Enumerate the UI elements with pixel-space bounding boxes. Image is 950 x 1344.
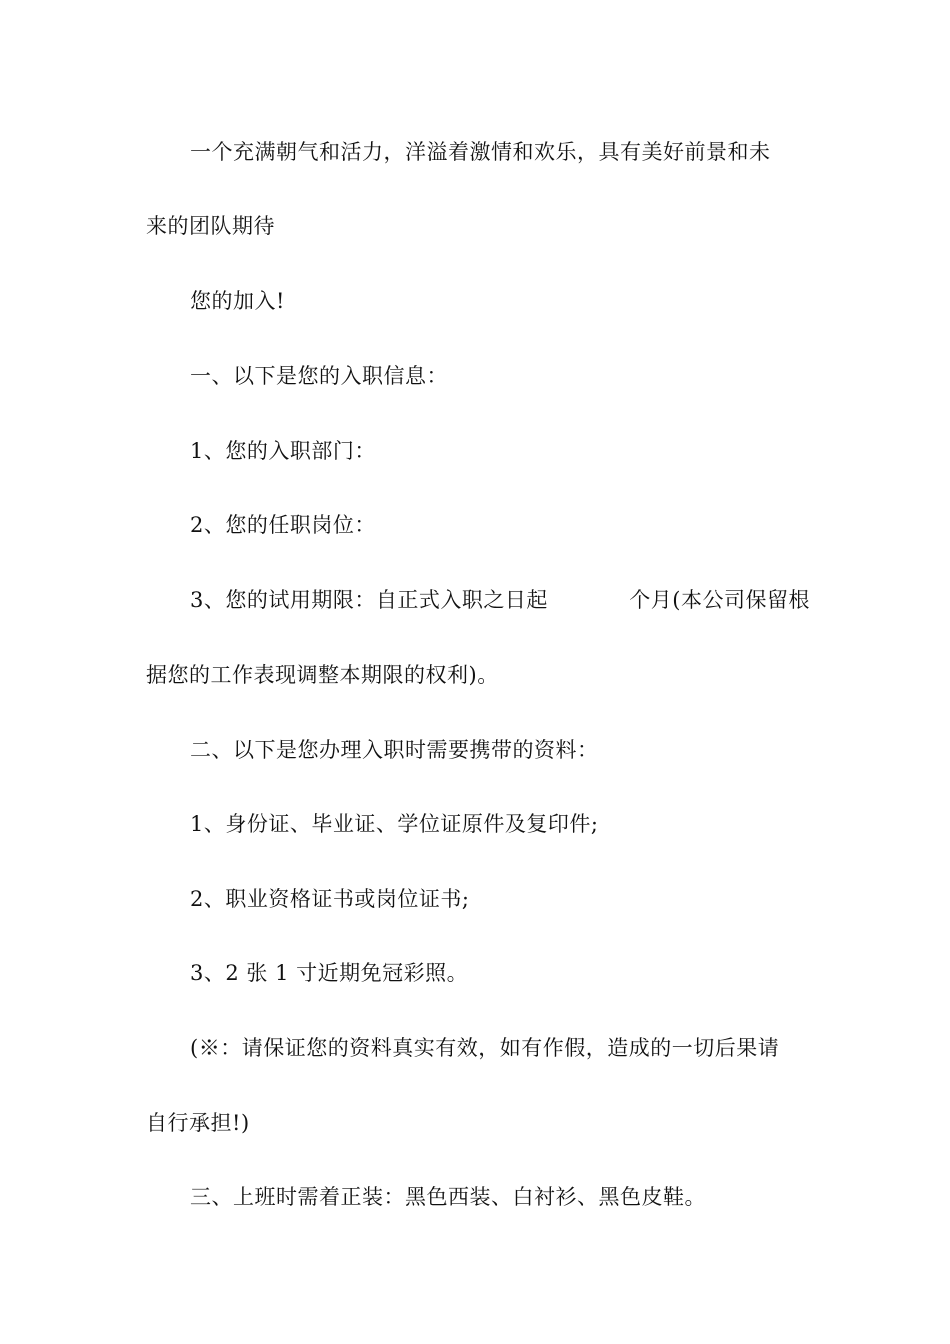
paragraph-line: 您的加入! <box>190 289 285 313</box>
probation-text-end: 个月(本公司保留根 <box>629 588 810 612</box>
paragraph-line: 来的团队期待 <box>146 214 275 238</box>
section-heading: 二、以下是您办理入职时需要携带的资料： <box>190 738 599 762</box>
note-line: 自行承担!) <box>146 1111 250 1135</box>
section-heading: 一、以下是您的入职信息： <box>190 364 448 388</box>
list-item: 1、您的入职部门： <box>190 439 376 463</box>
paragraph-line: 一个充满朝气和活力，洋溢着激情和欢乐，具有美好前景和未 <box>190 140 771 164</box>
list-item: 2、职业资格证书或岗位证书; <box>190 887 470 911</box>
note-line: (※：请保证您的资料真实有效，如有作假，造成的一切后果请 <box>190 1036 780 1060</box>
probation-text-start: 3、您的试用期限：自正式入职之日起 <box>190 588 548 612</box>
list-item: 2、您的任职岗位： <box>190 513 376 537</box>
list-item-probation <box>190 585 810 615</box>
list-item: 1、身份证、毕业证、学位证原件及复印件; <box>190 812 599 836</box>
list-item: 3、2 张 1 寸近期免冠彩照。 <box>190 961 469 985</box>
paragraph-line: 据您的工作表现调整本期限的权利)。 <box>146 663 499 687</box>
section-heading: 三、上班时需着正装：黑色西装、白衬衫、黑色皮鞋。 <box>190 1185 706 1209</box>
